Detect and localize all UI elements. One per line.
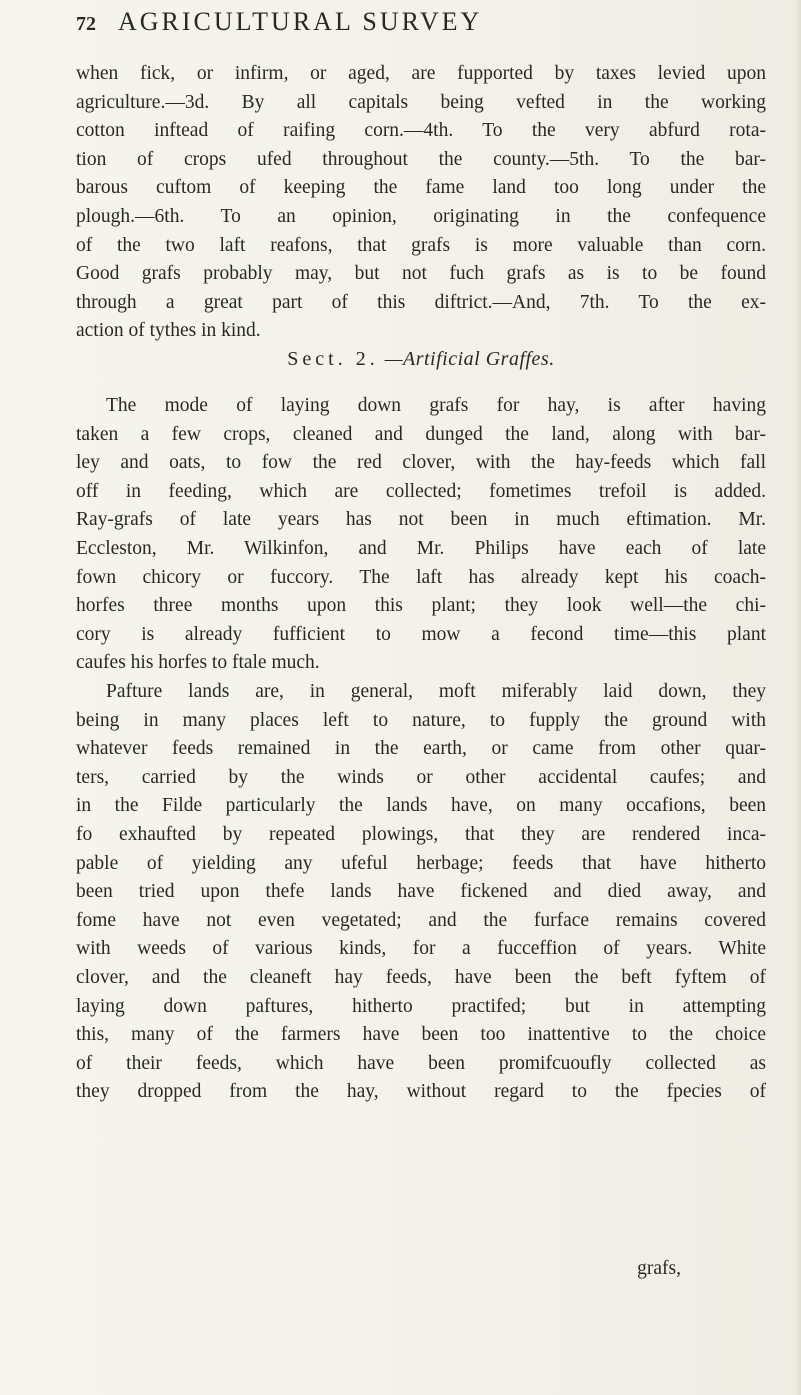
section-label: Sect. 2.	[287, 348, 379, 370]
text-line: ters, carried by the winds or other accidental caufes; and	[76, 766, 766, 788]
text-line: been tried upon thefe lands have fickened and died away, and	[76, 881, 766, 903]
text-line: Pafture lands are, in general, moft miferably laid down, they	[106, 681, 766, 702]
page-header	[76, 7, 756, 47]
text-line: in the Filde particularly the lands have, on many occafions, been	[76, 795, 766, 817]
text-line: action of tythes in kind.	[76, 320, 261, 342]
text-line: of their feeds, which have been promifcuoufly collected as	[76, 1052, 766, 1074]
text-line: whatever feeds remained in the earth, or came from other quar-	[76, 738, 766, 760]
text-line: cory is already fufficient to mow a fecond time—this plant	[76, 623, 766, 645]
paragraph-laying-grass	[76, 392, 766, 678]
text-line: clover, and the cleaneft hay feeds, have been the beft fyftem of	[76, 966, 766, 988]
paragraph-pasture	[76, 678, 766, 1107]
text-line: taken a few crops, cleaned and dunged the land, along with bar-	[76, 423, 766, 445]
text-line: fo exhaufted by repeated plowings, that they are rendered inca-	[76, 823, 766, 845]
text-line: fown chicory or fuccory. The laft has already kept his coach-	[76, 566, 766, 588]
text-line: Ray-grafs of late years has not been in much eftimation. Mr.	[76, 509, 766, 531]
text-line: when fick, or infirm, or aged, are fupported by taxes levied upon	[76, 63, 766, 84]
text-line: Eccleston, Mr. Wilkinfon, and Mr. Philips have each of late	[76, 537, 766, 559]
running-head: AGRICULTURAL SURVEY	[118, 7, 483, 36]
catchword: grafs,	[637, 1258, 681, 1279]
text-line: this, many of the farmers have been too inattentive to the choice	[76, 1024, 766, 1046]
text-line: laying down paftures, hitherto practifed; but in attempting	[76, 995, 766, 1017]
text-line: pable of yielding any ufeful herbage; feeds that have hitherto	[76, 852, 766, 874]
paragraph-causes	[76, 60, 766, 346]
text-line: cotton inftead of raifing corn.—4th. To the very abfurd rota-	[76, 120, 766, 142]
text-line: through a great part of this diftrict.—And, 7th. To the ex-	[76, 291, 766, 313]
text-line: caufes his horfes to ftale much.	[76, 652, 320, 674]
text-line: ley and oats, to fow the red clover, with the hay-feeds which fall	[76, 452, 766, 474]
text-line: Good grafs probably may, but not fuch grafs as is to be found	[76, 263, 766, 285]
text-line: barous cuftom of keeping the fame land too long under the	[76, 177, 766, 199]
page-edge-shadow	[795, 0, 801, 1395]
text-line: tion of crops ufed throughout the county.—5th. To the bar-	[76, 148, 766, 170]
text-line: agriculture.—3d. By all capitals being vefted in the working	[76, 91, 766, 113]
section-title: —Artificial Graffes.	[384, 348, 555, 370]
text-line: of the two laft reafons, that grafs is more valuable than corn.	[76, 234, 766, 256]
section-heading	[76, 348, 766, 371]
text-line: with weeds of various kinds, for a fucceffion of years. White	[76, 938, 766, 960]
text-line: horfes three months upon this plant; they look well—the chi-	[76, 595, 766, 617]
text-line: fome have not even vegetated; and the furface remains covered	[76, 909, 766, 931]
page-number: 72	[76, 13, 96, 35]
text-line: The mode of laying down grafs for hay, is after having	[106, 395, 766, 416]
text-line: they dropped from the hay, without regard to the fpecies of	[76, 1081, 766, 1103]
text-line: plough.—6th. To an opinion, originating in the confequence	[76, 205, 766, 227]
text-line: off in feeding, which are collected; fometimes trefoil is added.	[76, 480, 766, 502]
text-line: being in many places left to nature, to fupply the ground with	[76, 709, 766, 731]
